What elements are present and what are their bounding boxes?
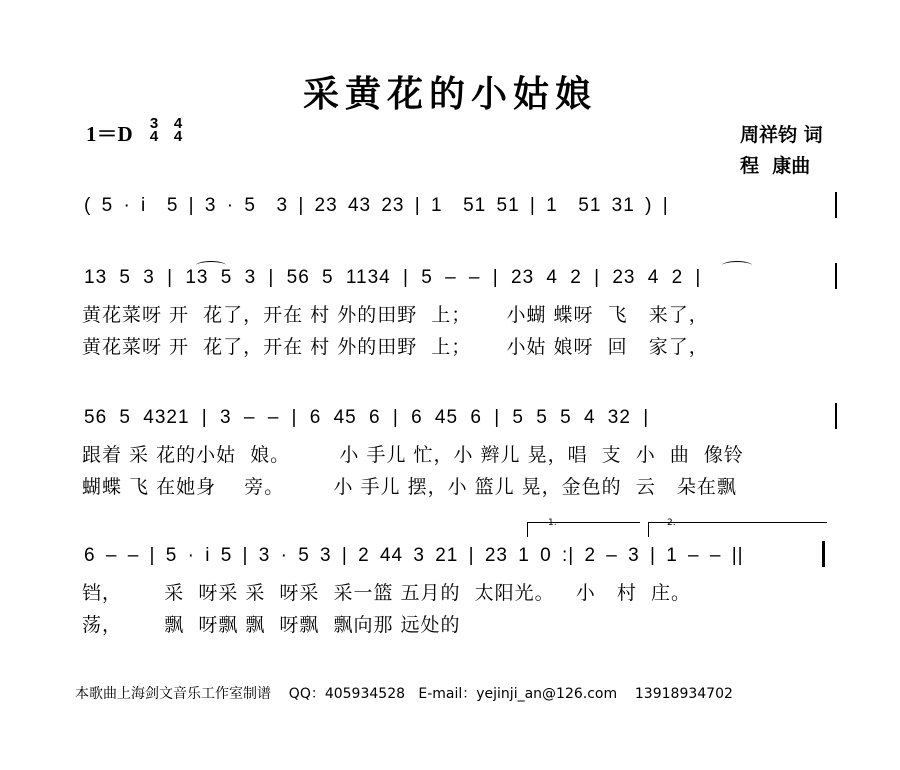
lyric-verse-1: 黄花菜呀 开 花了，开在 村 外的田野 上； 小蝴 蝶呀 飞 来了，: [82, 304, 709, 326]
time-signature-3-4: [148, 117, 160, 143]
song-title: 采黄花的小姑娘: [302, 73, 597, 115]
first-ending-label: 1.: [548, 518, 557, 528]
lyric-verse-2: 荡， 飘 呀飘 飘 呀飘 飘向那 远处的: [82, 614, 461, 636]
composer-credit: 程 康曲: [740, 155, 811, 177]
slur-mark: [722, 261, 752, 270]
barline: [835, 263, 837, 289]
lyricist-credit: 周祥钧 词: [740, 124, 823, 146]
first-ending-bracket: [527, 522, 640, 537]
time-sig-bottom: 4: [149, 128, 159, 145]
time-sig-top: 4: [173, 115, 183, 132]
time-sig-bottom: 4: [173, 128, 183, 145]
notation-row-1: ( 5 · i 5 | 3 · 5 3 | 23 43 23 | 1 51 51 | 1 51 31 ) |: [84, 195, 669, 216]
notation-row-3: 56 5 4321 | 3 – – | 6 45 6 | 6 45 6 | 5 5 5 4 32 |: [84, 407, 650, 428]
lyric-verse-2: 黄花菜呀 开 花了，开在 村 外的田野 上； 小姑 娘呀 回 家了，: [82, 336, 709, 358]
second-ending-label: 2.: [667, 518, 676, 528]
lyric-verse-1: 铛， 采 呀采 采 呀采 采一篮 五月的 太阳光。 小 村 庄。: [82, 582, 691, 604]
notation-row-4: 6 – – | 5 · i 5 | 3 · 5 3 | 2 44 3 21 | 23 1 0 :| 2 – 3 | 1 – – ||: [84, 545, 744, 566]
footer-credits: 本歌曲上海剑文音乐工作室制谱 QQ：405934528 E-mail：yejinji_an@126.com 13918934702: [75, 686, 733, 702]
barline: [835, 192, 837, 218]
lyric-verse-2: 蝴蝶 飞 在她身 旁。 小 手儿 摆，小 篮儿 晃，金色的 云 朵在飘: [82, 476, 737, 498]
barline: [835, 403, 837, 429]
lyric-verse-1: 跟着 采 花的小姑 娘。 小 手儿 忙，小 辫儿 晃，唱 支 小 曲 像铃: [82, 444, 744, 466]
time-sig-top: 3: [149, 115, 159, 132]
notation-row-2: 13 5 3 | 13 5 3 | 56 5 1134 | 5 – – | 23 4 2 | 23 4 2 |: [84, 267, 702, 288]
key-signature: 1＝D: [86, 122, 133, 146]
slur-mark: [196, 261, 226, 270]
time-signature-4-4: [172, 117, 184, 143]
final-barline: [822, 541, 825, 567]
